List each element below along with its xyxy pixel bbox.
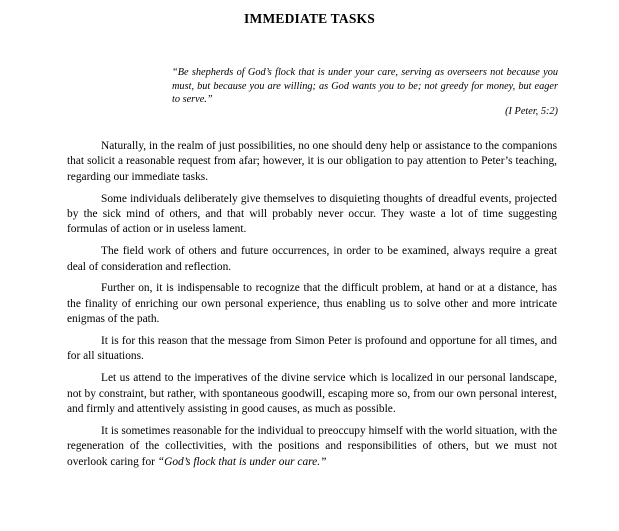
paragraph-4: Further on, it is indispensable to recognize that the difficult problem, at hand or at a distance, has the finality of enriching our own personal experience, thus enabling us to solve other and more intricate enigmas of the path. — [67, 282, 557, 326]
paragraph-1: Naturally, in the realm of just possibilities, no one should deny help or assistance to the companions that solicit a reasonable request from afar; however, it is our obligation to pay attention to Peter’s teaching, regarding our immediate tasks. — [67, 140, 557, 183]
paragraph-7-text: It is sometimes reasonable for the individual to preoccupy himself with the world situation, with the regeneration of the collectivities, with the positions and responsibilities of others, but we must not overlook caring for — [67, 424, 557, 468]
paragraph-6: Let us attend to the imperatives of the divine service which is localized in our personal landscape, not by constraint, but rather, with spontaneous goodwill, escaping more so, from our own personal interest, and firmly and attentively assisting in good causes, as much as possible. — [67, 372, 557, 416]
paragraph-7-quote: “God’s flock that is under our care.” — [157, 455, 327, 468]
page-title: IMMEDIATE TASKS — [244, 11, 375, 26]
epigraph-reference: (I Peter, 5:2) — [505, 106, 558, 117]
paragraph-5: It is for this reason that the message from Simon Peter is profound and opportune for all times, and for all situations. — [67, 335, 557, 363]
paragraph-2: Some individuals deliberately give themselves to disquieting thoughts of dreadful events, projected by the sick mind of others, and that will probably never occur. They waste a lot of time suggesting formulas of action or in useless lament. — [67, 192, 557, 236]
body-text — [67, 139, 557, 476]
epigraph-quote: “Be shepherds of God’s flock that is under your care, serving as overseers not because you must, but because you are willing; as God wants you to be; not greedy for money, but eager to serve.” — [172, 67, 558, 106]
paragraph-3: The field work of others and future occurrences, in order to be examined, always require a great deal of consideration and reflection. — [67, 245, 557, 273]
paragraph-7 — [67, 424, 557, 470]
